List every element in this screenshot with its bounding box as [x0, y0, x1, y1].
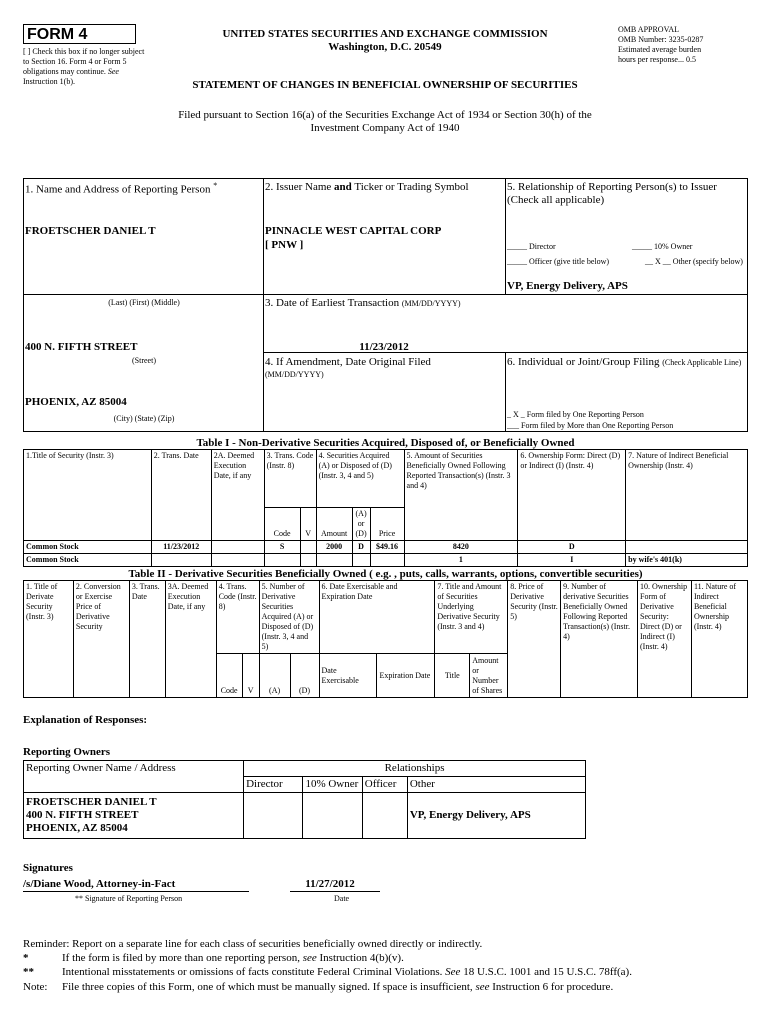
t1-h5: 5. Amount of Securities Beneficially Owned Following Reported Transaction(s) (Instr. 3 and 4)	[404, 450, 518, 541]
owner-other-value: VP, Energy Delivery, APS	[407, 793, 585, 839]
sig-caption: ** Signature of Reporting Person	[75, 894, 183, 903]
rel-director: _____ Director	[507, 242, 556, 251]
t2-title: Title	[435, 654, 470, 698]
t2-d: (D)	[290, 654, 319, 698]
issuer-ticker: [ PNW ]	[265, 239, 304, 251]
filed-pursuant-1: Filed pursuant to Section 16(a) of the Securities Exchange Act of 1934 or Section 30(h) of the	[178, 109, 592, 121]
rel-title: VP, Energy Delivery, APS	[507, 280, 628, 292]
rel-ten-owner: _____ 10% Owner	[632, 242, 693, 251]
t2-h2: 2. Conversion or Exercise Price of Derivative Security	[73, 581, 129, 698]
table-row	[24, 793, 586, 839]
t1-h1: 1.Title of Security (Instr. 3)	[24, 450, 152, 541]
t1-v: V	[300, 508, 316, 541]
agency-city: Washington, D.C. 20549	[328, 41, 442, 53]
table-row: Common Stock 1 I by wife's 401(k)	[24, 554, 748, 567]
t2-h3a: 3A. Deemed Execution Date, if any	[165, 581, 216, 698]
rel-other: __ X __ Other (specify below)	[645, 257, 743, 266]
t2-h11: 11. Nature of Indirect Beneficial Ownership (Instr. 4)	[691, 581, 747, 698]
t1-ad: (A) or (D)	[352, 508, 370, 541]
t1-h6: 6. Ownership Form: Direct (D) or Indirect (I) (Instr. 4)	[518, 450, 626, 541]
street-label: (Street)	[132, 356, 156, 365]
t1-h2a: 2A. Deemed Execution Date, if any	[211, 450, 264, 541]
t2-exp: Expiration Date	[377, 654, 435, 698]
t2-code: Code	[216, 654, 242, 698]
earliest-label: 3. Date of Earliest Transaction (MM/DD/YYYY)	[265, 297, 461, 309]
note-text: File three copies of this Form, one of which must be manually signed. If space is insufficient, see Instruction 6 for procedure.	[62, 981, 614, 993]
t2-h6: 6. Date Exercisable and Expiration Date	[319, 581, 435, 654]
star2-mark: **	[23, 966, 34, 978]
omb-burden: Estimated average burden	[618, 45, 702, 54]
owners-ten: 10% Owner	[303, 777, 362, 793]
t2-h3: 3. Trans. Date	[129, 581, 165, 698]
t1-h4: 4. Securities Acquired (A) or Disposed of (D) (Instr. 3, 4 and 5)	[316, 450, 404, 508]
omb-approval: OMB APPROVAL	[618, 25, 679, 34]
owner-name: FROETSCHER DANIEL T	[26, 796, 157, 808]
owner-street: 400 N. FIFTH STREET	[26, 809, 139, 821]
owners-col-rel: Relationships	[244, 761, 586, 777]
table2	[23, 580, 748, 698]
t2-h4: 4. Trans. Code (Instr. 8)	[216, 581, 259, 654]
name-parts-label: (Last) (First) (Middle)	[108, 298, 180, 307]
owners-col-name: Reporting Owner Name / Address	[24, 761, 244, 793]
table2-title: Table II - Derivative Securities Beneficially Owned ( e.g. , puts, calls, warrants, options, convertible securities)	[128, 568, 643, 580]
star1-mark: *	[23, 952, 29, 964]
t2-amount-shares: Amount or Number of Shares	[470, 654, 508, 698]
t2-h8: 8. Price of Derivative Security (Instr. 5)	[508, 581, 561, 698]
omb-box	[618, 25, 748, 65]
star2-text: Intentional misstatements or omissions of facts constitute Federal Criminal Violations. See 18 U.S.C. 1001 and 15 U.S.C. 78ff(a).	[62, 966, 632, 978]
t2-h5: 5. Number of Derivative Securities Acquired (A) or Disposed of (D) (Instr. 3, 4 and 5)	[259, 581, 319, 654]
owners-officer: Officer	[362, 777, 407, 793]
owners-label: Reporting Owners	[23, 746, 111, 758]
t2-h9: 9. Number of derivative Securities Beneficially Owned Following Reported Transaction(s) (Instr. 4)	[561, 581, 638, 698]
note-mark: Note:	[23, 981, 48, 993]
reporting-person-name: FROETSCHER DANIEL T	[25, 225, 156, 237]
statement-title: STATEMENT OF CHANGES IN BENEFICIAL OWNERSHIP OF SECURITIES	[192, 79, 578, 91]
signer: /s/Diane Wood, Attorney-in-Fact	[23, 878, 176, 890]
table1	[23, 449, 748, 567]
signatures-label: Signatures	[23, 862, 73, 874]
filing-more: ___ Form filed by More than One Reporting Person	[507, 421, 674, 430]
city-label: (City) (State) (Zip)	[113, 414, 175, 423]
t2-h1: 1. Title of Derivate Security (Instr. 3)	[24, 581, 74, 698]
omb-hours: hours per response... 0.5	[618, 55, 696, 64]
t2-h10: 10. Ownership Form of Derivative Security: Direct (D) or Indirect (I) (Instr. 4)	[638, 581, 692, 698]
owner-city: PHOENIX, AZ 85004	[26, 822, 128, 834]
relationship-label: 5. Relationship of Reporting Person(s) to Issuer (Check all applicable)	[507, 181, 717, 206]
t1-h3: 3. Trans. Code (Instr. 8)	[264, 450, 316, 508]
table1-title: Table I - Non-Derivative Securities Acquired, Disposed of, or Beneficially Owned	[196, 437, 575, 449]
form-title: FORM 4	[23, 24, 136, 44]
earliest-date: 11/23/2012	[359, 341, 409, 353]
agency-name: UNITED STATES SECURITIES AND EXCHANGE COMMISSION	[222, 28, 548, 40]
omb-number: OMB Number: 3235-0287	[618, 35, 704, 44]
t1-h2: 2. Trans. Date	[151, 450, 211, 541]
amend-label: 4. If Amendment, Date Original Filed	[265, 356, 431, 368]
issuer-name: PINNACLE WEST CAPITAL CORP	[265, 225, 442, 237]
reporting-street: 400 N. FIFTH STREET	[25, 341, 138, 353]
reporting-city: PHOENIX, AZ 85004	[25, 396, 127, 408]
t1-amount: Amount	[316, 508, 352, 541]
owners-other: Other	[407, 777, 585, 793]
signature-date: 11/27/2012	[305, 878, 355, 890]
issuer-label: 2. Issuer Name and Ticker or Trading Symbol	[265, 181, 469, 193]
date-caption: Date	[334, 894, 350, 903]
owners-director: Director	[244, 777, 303, 793]
rel-officer: _____ Officer (give title below)	[507, 257, 610, 266]
t2-a: (A)	[259, 654, 290, 698]
t1-h7: 7. Nature of Indirect Beneficial Ownership (Instr. 4)	[626, 450, 748, 541]
star1-text: If the form is filed by more than one reporting person, see Instruction 4(b)(v).	[62, 952, 404, 964]
amend-fmt: (MM/DD/YYYY)	[265, 370, 324, 379]
t1-code: Code	[264, 508, 300, 541]
filing-one: _ X _ Form filed by One Reporting Person	[507, 410, 644, 419]
filing-label: 6. Individual or Joint/Group Filing (Check Applicable Line)	[507, 356, 742, 368]
owners-table	[23, 760, 586, 839]
t2-v: V	[242, 654, 259, 698]
reporting-person-label: 1. Name and Address of Reporting Person *	[25, 181, 218, 196]
t1-price: Price	[370, 508, 404, 541]
t2-h7: 7. Title and Amount of Securities Underlying Derivative Security (Instr. 3 and 4)	[435, 581, 508, 654]
table-row: Common Stock 11/23/2012 S 2000 D $49.16 8420 D	[24, 541, 748, 554]
t2-date-ex: Date Exercisable	[319, 654, 377, 698]
checkbox-note[interactable]: [ ] Check this box if no longer subject to Section 16. Form 4 or Form 5 obligations may continue. See Instruction 1(b).	[23, 47, 145, 86]
explanation-label: Explanation of Responses:	[23, 714, 148, 726]
filed-pursuant-2: Investment Company Act of 1940	[310, 122, 460, 134]
reminder: Reminder: Report on a separate line for each class of securities beneficially owned directly or indirectly.	[23, 938, 483, 950]
